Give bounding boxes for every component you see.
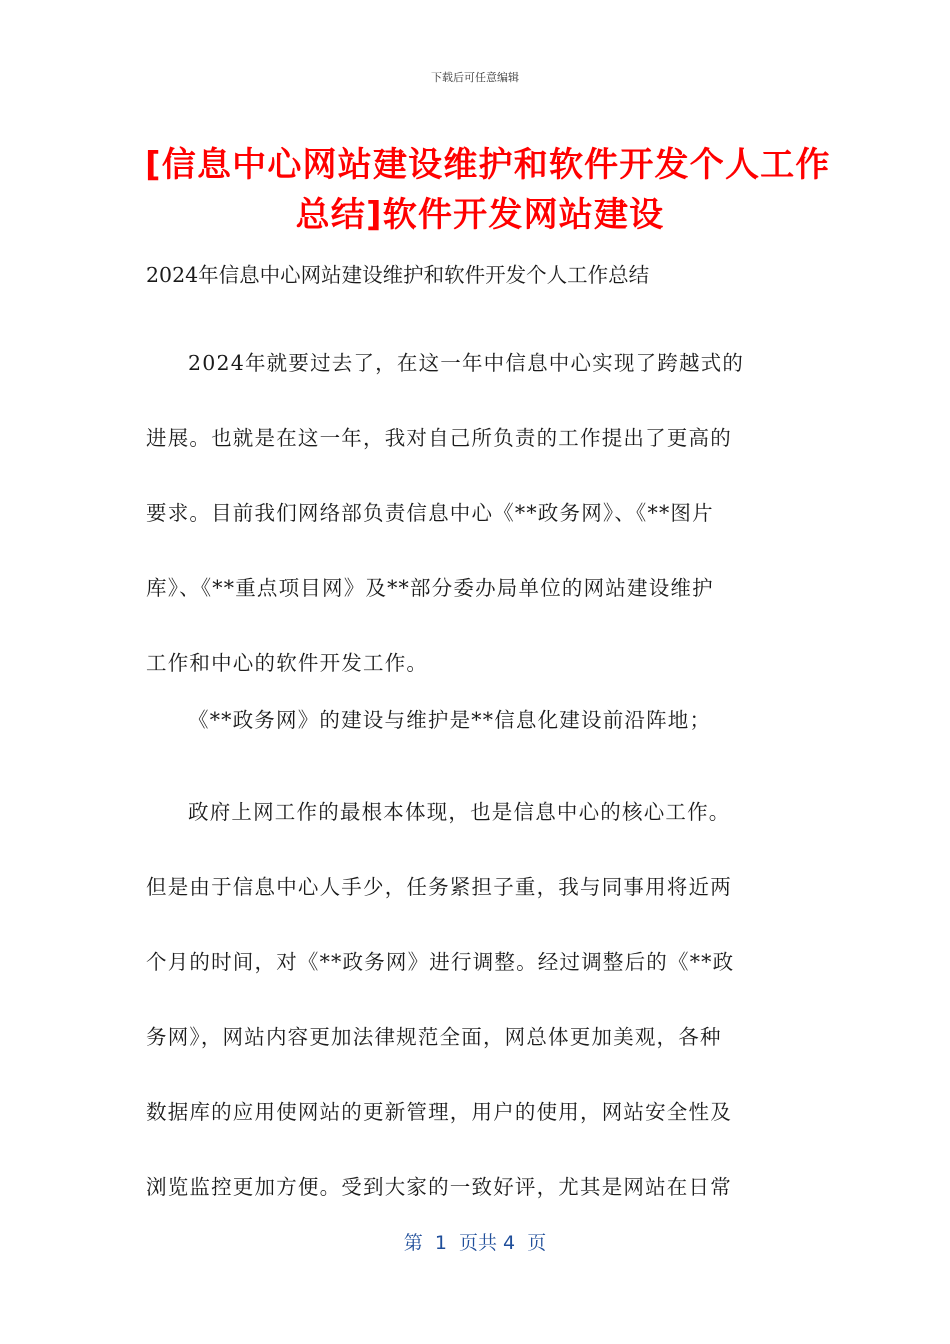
paragraph-line: 务网》，网站内容更加法律规范全面，网总体更加美观，各种	[146, 1025, 722, 1049]
document-title	[145, 140, 831, 240]
paragraph-line: 个月的时间，对《**政务网》进行调整。经过调整后的《**政	[146, 950, 735, 974]
paragraph-line: 要求。目前我们网络部负责信息中心《**政务网》、《**图片	[146, 501, 714, 525]
paragraph-line: 浏览监控更加方便。受到大家的一致好评，尤其是网站在日常	[146, 1175, 732, 1199]
paragraph-line: 库》、《**重点项目网》及**部分委办局单位的网站建设维护	[146, 576, 714, 600]
paragraph-line: 工作和中心的软件开发工作。	[146, 651, 429, 675]
paragraph-line: 进展。也就是在这一年，我对自己所负责的工作提出了更高的	[146, 426, 732, 450]
title-line-2: 总结]软件开发网站建设	[295, 195, 665, 235]
page-footer: 第 1 页共 4 页	[403, 1232, 547, 1254]
paragraph-1	[146, 326, 802, 701]
paragraph-line: 2024年就要过去了，在这一年中信息中心实现了跨越式的	[188, 351, 745, 375]
paragraph-3	[146, 775, 802, 1225]
paragraph-line: 数据库的应用使网站的更新管理，用户的使用，网站安全性及	[146, 1100, 732, 1124]
subtitle: 2024年信息中心网站建设维护和软件开发个人工作总结	[146, 263, 650, 287]
paragraph-line: 政府上网工作的最根本体现，也是信息中心的核心工作。	[188, 800, 731, 824]
paragraph-line: 但是由于信息中心人手少，任务紧担子重，我与同事用将近两	[146, 875, 732, 899]
paragraph-line: 《**政务网》的建设与维护是**信息化建设前沿阵地；	[188, 708, 712, 732]
header-note: 下载后可任意编辑	[431, 71, 519, 84]
title-line-1: [信息中心网站建设维护和软件开发个人工作	[145, 145, 831, 185]
paragraph-2	[146, 700, 802, 740]
